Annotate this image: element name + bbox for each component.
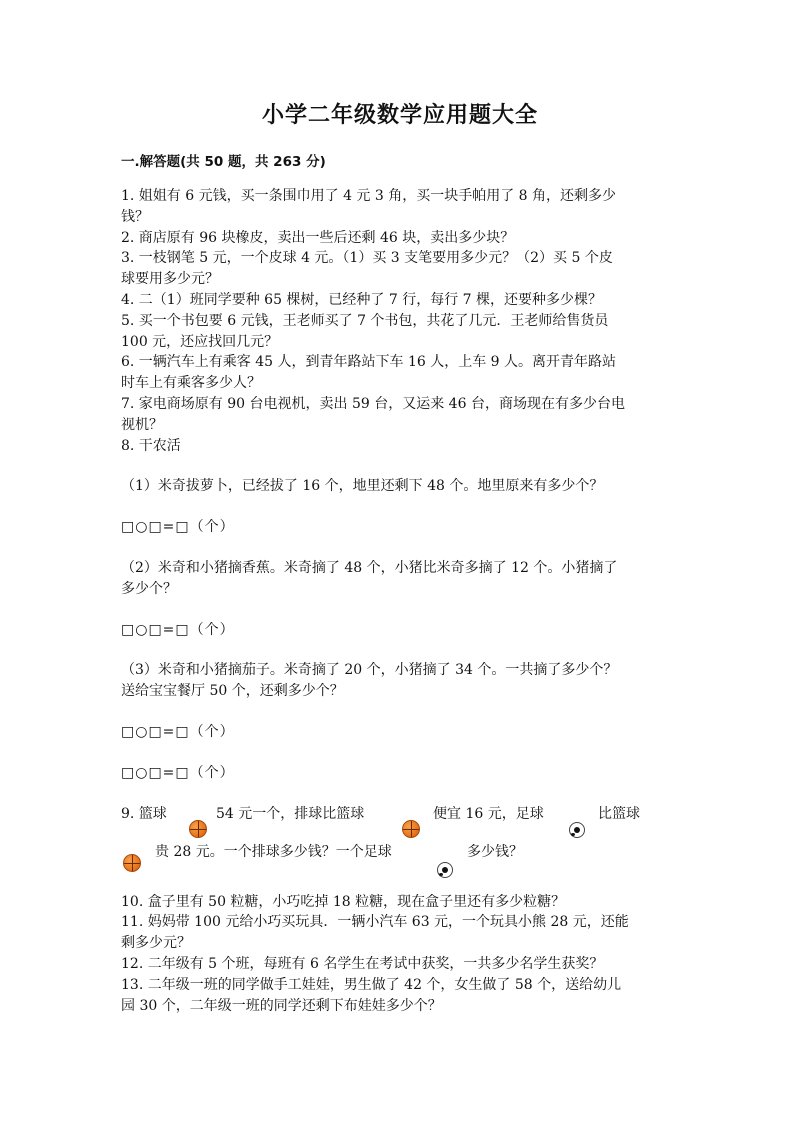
- page-title: 小学二年级数学应用题大全: [261, 103, 538, 128]
- question-3-line-2: 球要用多少元？: [121, 271, 219, 288]
- answer-formula: □○□=□（个）: [121, 519, 235, 536]
- question-5-line-2: 100 元，还应找回几元？: [121, 333, 279, 350]
- basketball-icon: [123, 854, 141, 872]
- answer-formula: □○□=□（个）: [121, 621, 235, 638]
- question-9-text: 54 元一个，排球比篮球: [216, 805, 365, 822]
- question-list: [121, 186, 683, 1016]
- spacer: [121, 640, 683, 660]
- soccer-ball-icon: [569, 822, 585, 838]
- question-7-line-2: 视机？: [121, 416, 163, 433]
- question-9-text: 贵 28 元。一个排球多少钱？一个足球: [155, 843, 392, 860]
- basketball-icon: [402, 820, 420, 838]
- question-8-2-line-1: （2）米奇和小猪摘香蕉。米奇摘了 48 个，小猪比米奇多摘了 12 个。小猪摘了: [121, 559, 618, 576]
- question-12: 12. 二年级有 5 个班，每班有 6 名学生在考试中获奖，一共多少名学生获奖？: [121, 955, 604, 972]
- spacer: [121, 497, 683, 517]
- question-9-text: 9. 篮球: [121, 805, 167, 822]
- section-heading: 一.解答题(共 50 题，共 263 分): [121, 154, 326, 170]
- question-9: [121, 804, 683, 892]
- question-1-line-2: 钱？: [121, 208, 149, 225]
- question-6-line-2: 时车上有乘客多少人？: [121, 375, 261, 392]
- spacer: [121, 600, 683, 620]
- answer-formula: □○□=□（个）: [121, 764, 235, 781]
- question-8-2-line-2: 多少个？: [121, 580, 177, 597]
- question-8-3-line-1: （3）米奇和小猪摘茄子。米奇摘了 20 个，小猪摘了 34 个。一共摘了多少个？: [121, 662, 618, 679]
- question-8-1: （1）米奇拔萝卜，已经拔了 16 个，地里还剩下 48 个。地里原来有多少个？: [121, 478, 604, 495]
- question-5-line-1: 5. 买一个书包要 6 元钱，王老师买了 7 个书包，共花了几元．王老师给售货员: [121, 312, 609, 329]
- question-9-text: 多少钱？: [467, 843, 523, 860]
- question-9-text: 便宜 16 元，足球: [433, 805, 544, 822]
- question-11-line-1: 11. 妈妈带 100 元给小巧买玩具．一辆小汽车 63 元，一个玩具小熊 28 元，还能: [121, 914, 629, 931]
- question-8-3-line-2: 送给宝宝餐厅 50 个，还剩多少个？: [121, 683, 344, 700]
- question-7-line-1: 7. 家电商场原有 90 台电视机，卖出 59 台，又运来 46 台，商场现在有多少台电: [121, 395, 625, 412]
- question-9-text: 比篮球: [598, 805, 640, 822]
- basketball-icon: [189, 820, 207, 838]
- spacer: [121, 538, 683, 558]
- question-6-line-1: 6. 一辆汽车上有乘客 45 人，到青年路站下车 16 人，上车 9 人。离开青年路站: [121, 354, 617, 371]
- question-4: 4. 二（1）班同学要种 65 棵树，已经种了 7 行，每行 7 棵，还要种多少棵？: [121, 291, 603, 308]
- question-3-line-1: 3. 一枝钢笔 5 元，一个皮球 4 元。（1）买 3 支笔要用多少元？（2）买 5 个皮: [121, 250, 613, 267]
- soccer-ball-icon: [437, 862, 453, 878]
- question-11-line-2: 剩多少元？: [121, 935, 191, 952]
- spacer: [121, 456, 683, 476]
- question-13-line-1: 13. 二年级一班的同学做手工娃娃，男生做了 42 个，女生做了 58 个，送给幼儿: [121, 976, 622, 993]
- question-10: 10. 盒子里有 50 粒糖，小巧吃掉 18 粒糖，现在盒子里还有多少粒糖？: [121, 893, 566, 910]
- spacer: [121, 702, 683, 722]
- question-1-line-1: 1. 姐姐有 6 元钱，买一条围巾用了 4 元 3 角，买一块手帕用了 8 角，还剩多少: [121, 188, 617, 204]
- question-2: 2. 商店原有 96 块橡皮，卖出一些后还剩 46 块，卖出多少块？: [121, 229, 515, 246]
- spacer: [121, 784, 683, 804]
- question-13-line-2: 园 30 个，二年级一班的同学还剩下布娃娃多少个？: [121, 997, 442, 1014]
- question-8-title: 8. 干农活: [121, 437, 181, 454]
- spacer: [121, 743, 683, 763]
- answer-formula: □○□=□（个）: [121, 723, 235, 740]
